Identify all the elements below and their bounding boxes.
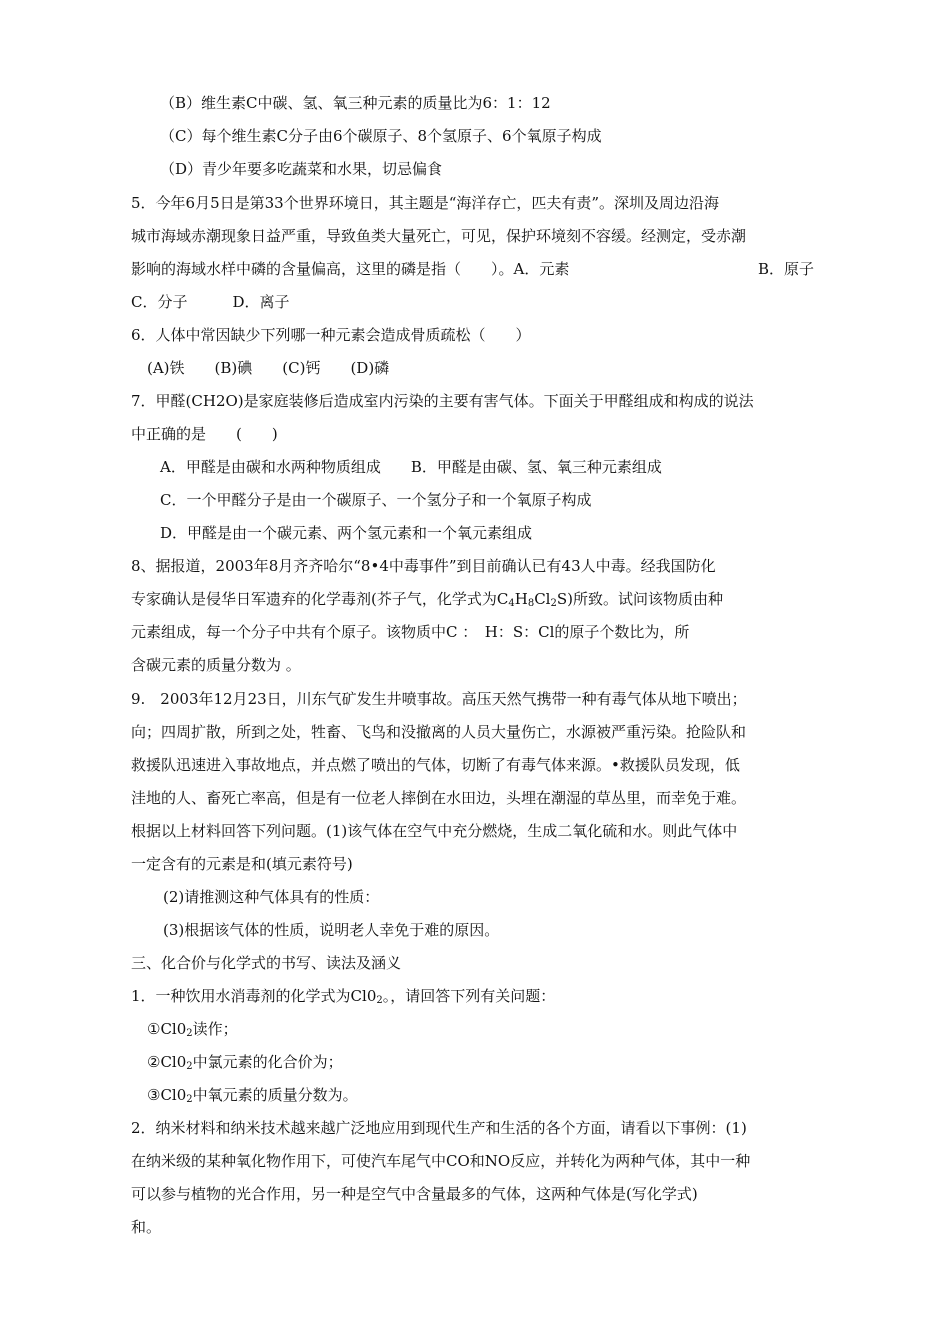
section-3-q2-line-1 xyxy=(131,1118,831,1138)
text: ； xyxy=(327,1053,343,1071)
question-7-line-2 xyxy=(131,424,831,444)
text: 9. 2003年12月23日，川东气矿发生井喷事故。高压天然气携带一种有毒气体从地下喷出； xyxy=(131,690,747,708)
text: 个原子。该物质中C ： H：S：Cl的原子个数比为 xyxy=(326,623,660,641)
text: （C）每个维生素C分子由6个碳原子、8个氢原子、6个氧原子构成 xyxy=(160,127,602,145)
text: 中氯元素的化合价为 xyxy=(192,1053,328,1071)
text: 和 xyxy=(251,855,267,873)
question-9-line-1 xyxy=(131,689,831,709)
question-9-line-2 xyxy=(131,722,831,742)
text: C．分子 D．离子 xyxy=(131,293,290,311)
question-6-options xyxy=(147,358,847,378)
section-3-heading xyxy=(131,953,831,973)
text: H xyxy=(514,590,528,608)
option-b-vitamin-c xyxy=(160,93,860,113)
question-8-line-4 xyxy=(131,655,831,675)
subscript: 2 xyxy=(376,995,383,1006)
text: (填元素符号) xyxy=(266,855,353,873)
text: 5．今年6月5日是第33个世界环境日，其主题是“海洋存亡，匹夫有责”。深圳及周边沿海 xyxy=(131,194,720,212)
text: D．甲醛是由一个碳元素、两个氢元素和一个氧元素组成 xyxy=(160,524,533,542)
question-9-line-6 xyxy=(131,854,831,874)
text: 。，请回答下列有关问题： xyxy=(382,987,556,1005)
question-7-option-c xyxy=(160,490,860,510)
section-3-q2-line-3 xyxy=(131,1184,831,1204)
question-5-line-3 xyxy=(131,259,831,279)
text: 。 xyxy=(285,656,301,674)
text: ，所 xyxy=(659,623,690,641)
text: 中正确的是 ( ) xyxy=(131,425,278,443)
section-3-q2-line-2 xyxy=(131,1151,831,1171)
text: 城市海域赤潮现象日益严重，导致鱼类大量死亡，可见，保护环境刻不容缓。经测定，受赤潮 xyxy=(131,227,747,245)
question-8-line-2 xyxy=(131,589,831,609)
text: 种 xyxy=(707,590,723,608)
section-3-q1-part-2 xyxy=(147,1052,847,1072)
subscript: 2 xyxy=(186,1028,193,1039)
text: （D）青少年要多吃蔬菜和水果，切忌偏食 xyxy=(160,160,443,178)
subscript: 2 xyxy=(186,1094,193,1105)
question-7-option-d xyxy=(160,523,860,543)
text: S)所致。试问该物质由 xyxy=(556,590,708,608)
text: ②Cl0 xyxy=(147,1053,187,1071)
subscript: 8 xyxy=(527,598,535,609)
text: 中氧元素的质量分数为 xyxy=(192,1086,343,1104)
section-3-q1-part-1 xyxy=(147,1019,847,1039)
question-8-line-3 xyxy=(131,622,831,642)
question-6 xyxy=(131,325,831,345)
text: 元素组成，每一个分子中共有 xyxy=(131,623,327,641)
text: 洼地的人、畜死亡率高，但是有一位老人摔倒在水田边，头埋在潮湿的草丛里，而幸免于难。 xyxy=(131,789,747,807)
text: 在纳米级的某种氧化物作用下，可使汽车尾气中CO和NO反应，并转化为两种气体，其中一种 xyxy=(131,1152,751,1170)
text: 1．一种饮用水消毒剂的化学式为Cl0 xyxy=(131,987,377,1005)
text: 一定含有的元素是 xyxy=(131,855,252,873)
text: 2．纳米材料和纳米技术越来越广泛地应用到现代生产和生活的各个方面，请看以下事例：(1) xyxy=(131,1119,747,1137)
section-3-q1-part-3 xyxy=(147,1085,847,1105)
subscript: 2 xyxy=(550,598,557,609)
question-5-line-2 xyxy=(131,226,831,246)
text: B．原子 xyxy=(758,260,815,278)
subscript: 2 xyxy=(186,1061,193,1072)
subscript: 4 xyxy=(508,598,515,609)
question-7-line-1 xyxy=(131,391,831,411)
text: (A)铁 (B)碘 (C)钙 (D)磷 xyxy=(147,359,390,377)
text: 。 xyxy=(146,1218,162,1236)
text: ①Cl0 xyxy=(147,1020,187,1038)
text: ③Cl0 xyxy=(147,1086,187,1104)
text: 6．人体中常因缺少下列哪一种元素会造成骨质疏松（ ） xyxy=(131,326,531,344)
question-9-sub-3 xyxy=(163,920,863,940)
question-9-line-5 xyxy=(131,821,831,841)
text: 根据以上材料回答下列问题。(1)该气体在空气中充分燃烧，生成二氧化硫和水。则此气体中 xyxy=(131,822,738,840)
text: ； xyxy=(222,1020,238,1038)
text: 三、化合价与化学式的书写、读法及涵义 xyxy=(131,954,402,972)
option-c-vitamin-c xyxy=(160,126,860,146)
text: 。 xyxy=(342,1086,358,1104)
section-3-q1 xyxy=(131,986,831,1006)
text: (2)请推测这种气体具有的性质： xyxy=(163,888,380,906)
question-5-option-b xyxy=(758,259,838,279)
question-5-options-cd xyxy=(131,292,831,312)
option-d-vitamin-c xyxy=(160,159,860,179)
question-9-line-4 xyxy=(131,788,831,808)
text: A．甲醛是由碳和水两种物质组成 B．甲醛是由碳、氢、氧三种元素组成 xyxy=(160,458,662,476)
text: 可以参与植物的光合作用，另一种是空气中含量最多的气体，这两种气体是(写化学式) xyxy=(131,1185,698,1203)
text: 和 xyxy=(131,1218,147,1236)
text: 读作 xyxy=(192,1020,223,1038)
text: C．一个甲醛分子是由一个碳原子、一个氢分子和一个氧原子构成 xyxy=(160,491,592,509)
text: 影响的海域水样中磷的含量偏高，这里的磷是指（ ）。A．元素 xyxy=(131,260,570,278)
text: 救援队迅速进入事故地点，并点燃了喷出的气体，切断了有毒气体来源。•救援队员发现，低 xyxy=(131,756,740,774)
text: 专家确认是侵华日军遗弃的化学毒剂(芥子气，化学式为C xyxy=(131,590,509,608)
text: 7．甲醛(CH2O)是家庭装修后造成室内污染的主要有害气体。下面关于甲醛组成和构成的说法 xyxy=(131,392,754,410)
question-8-line-1 xyxy=(131,556,831,576)
question-9-line-3 xyxy=(131,755,831,775)
text: 8、据报道，2003年8月齐齐哈尔“8•4中毒事件”到目前确认已有43人中毒。经我国防化 xyxy=(131,557,716,575)
question-5-line-1 xyxy=(131,193,831,213)
section-3-q2-line-4 xyxy=(131,1217,831,1237)
text: （B）维生素C中碳、氢、氧三种元素的质量比为6：1：12 xyxy=(160,94,551,112)
text: 含碳元素的质量分数为 xyxy=(131,656,282,674)
question-7-options-ab xyxy=(160,457,860,477)
text: 向；四周扩散，所到之处，牲畜、飞鸟和没撤离的人员大量伤亡，水源被严重污染。抢险队和 xyxy=(131,723,747,741)
text: Cl xyxy=(534,590,551,608)
question-9-sub-2 xyxy=(163,887,863,907)
text: (3)根据该气体的性质，说明老人幸免于难的原因。 xyxy=(163,921,500,939)
